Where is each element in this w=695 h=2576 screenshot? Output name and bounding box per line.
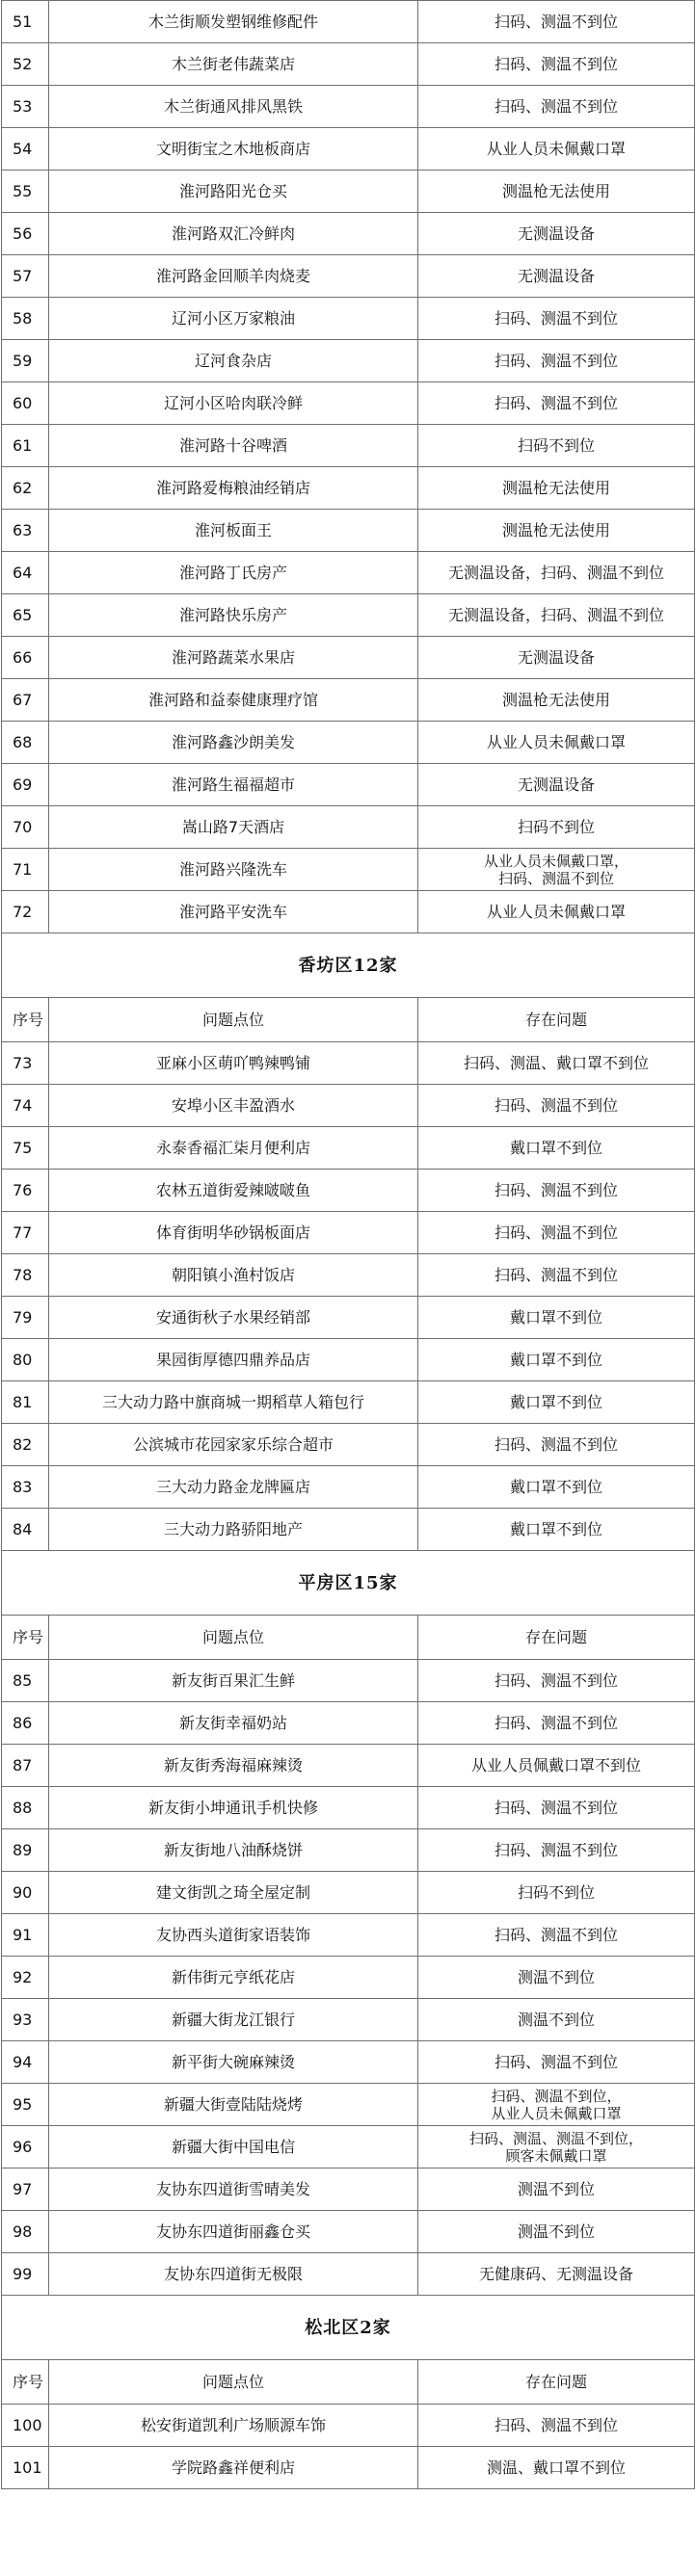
row-location: 友协西头道街家语装饰 (49, 1914, 418, 1957)
row-issue: 无测温设备 (418, 764, 695, 806)
table-row (2, 1170, 695, 1212)
table-row (2, 764, 695, 806)
row-number: 66 (2, 637, 49, 679)
header-no: 序号 (2, 1616, 49, 1660)
row-issue: 扫码、测温不到位 (418, 1170, 695, 1212)
row-number: 57 (2, 255, 49, 298)
row-issue: 扫码、测温不到位 (418, 1829, 695, 1872)
row-location: 木兰街通风排风黑铁 (49, 86, 418, 128)
row-issue: 扫码、测温不到位 (418, 1424, 695, 1466)
row-issue (418, 2126, 695, 2169)
row-issue: 测温不到位 (418, 2169, 695, 2211)
table-row (2, 43, 695, 86)
row-issue-line-1: 扫码、测温不到位， (491, 2087, 622, 2105)
row-number: 55 (2, 171, 49, 213)
row-issue-line-1: 从业人员未佩戴口罩， (483, 852, 628, 870)
section-title-row (2, 1551, 695, 1616)
row-number: 65 (2, 594, 49, 637)
row-location: 新友街百果汇生鲜 (49, 1660, 418, 1702)
row-number: 88 (2, 1787, 49, 1829)
table-row (2, 2041, 695, 2084)
row-issue: 无测温设备 (418, 637, 695, 679)
row-issue: 测温枪无法使用 (418, 467, 695, 510)
table-row (2, 1254, 695, 1297)
row-issue (418, 849, 695, 891)
table-row (2, 1, 695, 43)
row-issue (418, 2084, 695, 2126)
row-issue: 戴口罩不到位 (418, 1509, 695, 1551)
row-issue: 扫码、测温不到位 (418, 382, 695, 425)
row-number: 51 (2, 1, 49, 43)
header-location: 问题点位 (49, 998, 418, 1042)
row-issue: 无健康码、无测温设备 (418, 2253, 695, 2296)
row-location: 建文街凯之琦全屋定制 (49, 1872, 418, 1914)
table-row (2, 255, 695, 298)
row-issue: 无测温设备，扫码、测温不到位 (418, 552, 695, 594)
row-location: 淮河板面王 (49, 510, 418, 552)
row-location: 学院路鑫祥便利店 (49, 2447, 418, 2489)
row-location: 淮河路十谷啤酒 (49, 425, 418, 467)
table-row (2, 1339, 695, 1381)
row-number: 70 (2, 806, 49, 849)
row-issue: 测温不到位 (418, 2211, 695, 2253)
table-row (2, 1127, 695, 1170)
row-location: 木兰街顺发塑钢维修配件 (49, 1, 418, 43)
table-row (2, 1872, 695, 1914)
row-issue: 戴口罩不到位 (418, 1381, 695, 1424)
header-issue: 存在问题 (418, 998, 695, 1042)
row-number: 58 (2, 298, 49, 340)
row-location: 友协东四道街丽鑫仓买 (49, 2211, 418, 2253)
table-row (2, 1702, 695, 1745)
row-issue: 扫码、测温不到位 (418, 1914, 695, 1957)
row-number: 78 (2, 1254, 49, 1297)
row-issue: 扫码、测温不到位 (418, 86, 695, 128)
row-issue: 测温、戴口罩不到位 (418, 2447, 695, 2489)
row-location: 新疆大街壹陆陆烧烤 (49, 2084, 418, 2126)
row-location: 新伟街元亨纸花店 (49, 1957, 418, 1999)
row-number: 90 (2, 1872, 49, 1914)
row-number: 98 (2, 2211, 49, 2253)
row-number: 59 (2, 340, 49, 382)
table-row (2, 637, 695, 679)
row-location: 体育街明华砂锅板面店 (49, 1212, 418, 1254)
row-issue: 戴口罩不到位 (418, 1127, 695, 1170)
table-row (2, 1999, 695, 2041)
row-location: 公滨城市花园家家乐综合超市 (49, 1424, 418, 1466)
section-title: 平房区15家 (2, 1551, 695, 1616)
row-number: 71 (2, 849, 49, 891)
row-location: 友协东四道街无极限 (49, 2253, 418, 2296)
table-row (2, 128, 695, 171)
table-row (2, 2084, 695, 2126)
row-number: 100 (2, 2405, 49, 2447)
table-row (2, 806, 695, 849)
table-row (2, 552, 695, 594)
row-location: 永泰香福汇柒月便利店 (49, 1127, 418, 1170)
row-location: 淮河路兴隆洗车 (49, 849, 418, 891)
row-number: 52 (2, 43, 49, 86)
row-issue: 无测温设备 (418, 213, 695, 255)
table-row (2, 722, 695, 764)
row-issue: 扫码、测温不到位 (418, 2041, 695, 2084)
row-issue: 扫码、测温不到位 (418, 2405, 695, 2447)
table-row (2, 171, 695, 213)
row-issue-line-2: 从业人员未佩戴口罩 (491, 2104, 622, 2122)
table-row (2, 467, 695, 510)
row-number: 64 (2, 552, 49, 594)
table-row (2, 594, 695, 637)
row-number: 82 (2, 1424, 49, 1466)
row-issue: 测温不到位 (418, 1957, 695, 1999)
row-number: 83 (2, 1466, 49, 1509)
header-issue: 存在问题 (418, 2360, 695, 2405)
row-issue: 从业人员未佩戴口罩 (418, 128, 695, 171)
row-number: 84 (2, 1509, 49, 1551)
row-number: 61 (2, 425, 49, 467)
row-location: 淮河路平安洗车 (49, 891, 418, 933)
table-row (2, 2405, 695, 2447)
row-location: 文明街宝之木地板商店 (49, 128, 418, 171)
row-number: 68 (2, 722, 49, 764)
row-location: 淮河路爱梅粮油经销店 (49, 467, 418, 510)
row-location: 嵩山路7天酒店 (49, 806, 418, 849)
row-location: 淮河路蔬菜水果店 (49, 637, 418, 679)
row-issue: 戴口罩不到位 (418, 1466, 695, 1509)
table-row (2, 298, 695, 340)
row-number: 63 (2, 510, 49, 552)
row-location: 朝阳镇小渔村饭店 (49, 1254, 418, 1297)
table-row (2, 1957, 695, 1999)
row-number: 74 (2, 1085, 49, 1127)
row-number: 101 (2, 2447, 49, 2489)
table-row (2, 425, 695, 467)
row-issue: 无测温设备，扫码、测温不到位 (418, 594, 695, 637)
table-row (2, 1381, 695, 1424)
row-location: 淮河路鑫沙朗美发 (49, 722, 418, 764)
row-issue: 从业人员未佩戴口罩 (418, 891, 695, 933)
row-location: 新友街秀海福麻辣烫 (49, 1745, 418, 1787)
row-issue: 扫码、测温不到位 (418, 340, 695, 382)
row-location: 木兰街老伟蔬菜店 (49, 43, 418, 86)
table-row (2, 1424, 695, 1466)
row-issue: 扫码、测温不到位 (418, 1212, 695, 1254)
row-location: 淮河路阳光仓买 (49, 171, 418, 213)
header-location: 问题点位 (49, 2360, 418, 2405)
row-number: 97 (2, 2169, 49, 2211)
section-title-row (2, 933, 695, 998)
table-row (2, 849, 695, 891)
row-issue: 无测温设备 (418, 255, 695, 298)
row-location: 淮河路金回顺羊肉烧麦 (49, 255, 418, 298)
row-issue: 扫码、测温不到位 (418, 1085, 695, 1127)
row-number: 94 (2, 2041, 49, 2084)
row-location: 亚麻小区萌吖鸭辣鸭铺 (49, 1042, 418, 1085)
row-issue-line-2: 顾客未佩戴口罩 (505, 2146, 607, 2165)
table-row (2, 1914, 695, 1957)
row-location: 新友街小坤通讯手机快修 (49, 1787, 418, 1829)
table-row (2, 213, 695, 255)
row-location: 安埠小区丰盈酒水 (49, 1085, 418, 1127)
row-location: 三大动力路中旗商城一期稻草人箱包行 (49, 1381, 418, 1424)
table-row (2, 1745, 695, 1787)
row-location: 辽河小区万家粮油 (49, 298, 418, 340)
section-title-row (2, 2296, 695, 2360)
row-number: 76 (2, 1170, 49, 1212)
row-issue-line-2: 扫码、测温不到位 (497, 869, 614, 887)
table-row (2, 891, 695, 933)
table-row (2, 510, 695, 552)
table-row (2, 1212, 695, 1254)
row-number: 53 (2, 86, 49, 128)
row-number: 96 (2, 2126, 49, 2169)
row-number: 77 (2, 1212, 49, 1254)
row-issue: 扫码、测温、戴口罩不到位 (418, 1042, 695, 1085)
table-row (2, 1660, 695, 1702)
table-row (2, 1297, 695, 1339)
table-row (2, 86, 695, 128)
row-location: 淮河路生福福超市 (49, 764, 418, 806)
section-title: 香坊区12家 (2, 933, 695, 998)
row-number: 99 (2, 2253, 49, 2296)
table-row (2, 679, 695, 722)
table-row (2, 2169, 695, 2211)
row-location: 淮河路和益泰健康理疗馆 (49, 679, 418, 722)
row-issue: 测温枪无法使用 (418, 510, 695, 552)
header-row (2, 2360, 695, 2405)
table-row (2, 382, 695, 425)
row-issue: 测温枪无法使用 (418, 679, 695, 722)
table-row (2, 2253, 695, 2296)
row-number: 67 (2, 679, 49, 722)
row-location: 淮河路快乐房产 (49, 594, 418, 637)
row-number: 60 (2, 382, 49, 425)
row-issue: 戴口罩不到位 (418, 1297, 695, 1339)
header-no: 序号 (2, 998, 49, 1042)
row-issue: 扫码、测温不到位 (418, 1787, 695, 1829)
row-location: 友协东四道街雪晴美发 (49, 2169, 418, 2211)
row-issue: 从业人员佩戴口罩不到位 (418, 1745, 695, 1787)
header-row (2, 998, 695, 1042)
table-row (2, 1509, 695, 1551)
row-issue: 扫码不到位 (418, 1872, 695, 1914)
table-row (2, 2447, 695, 2489)
table-row (2, 1042, 695, 1085)
section-title: 松北区2家 (2, 2296, 695, 2360)
row-number: 73 (2, 1042, 49, 1085)
row-issue: 测温不到位 (418, 1999, 695, 2041)
row-issue: 测温枪无法使用 (418, 171, 695, 213)
table-row (2, 340, 695, 382)
row-issue: 扫码不到位 (418, 425, 695, 467)
row-issue: 扫码、测温不到位 (418, 43, 695, 86)
row-number: 86 (2, 1702, 49, 1745)
row-location: 新疆大街龙江银行 (49, 1999, 418, 2041)
row-location: 淮河路丁氏房产 (49, 552, 418, 594)
row-number: 95 (2, 2084, 49, 2126)
row-location: 新友街幸福奶站 (49, 1702, 418, 1745)
row-number: 56 (2, 213, 49, 255)
row-issue: 扫码、测温不到位 (418, 1702, 695, 1745)
row-number: 54 (2, 128, 49, 171)
row-location: 果园街厚德四鼎养品店 (49, 1339, 418, 1381)
row-issue: 扫码、测温不到位 (418, 1660, 695, 1702)
row-location: 辽河小区哈肉联冷鲜 (49, 382, 418, 425)
row-number: 69 (2, 764, 49, 806)
row-number: 72 (2, 891, 49, 933)
row-location: 新平街大碗麻辣烫 (49, 2041, 418, 2084)
header-issue: 存在问题 (418, 1616, 695, 1660)
row-number: 80 (2, 1339, 49, 1381)
inspection-table-body (2, 1, 695, 2489)
table-row (2, 1829, 695, 1872)
row-number: 85 (2, 1660, 49, 1702)
row-location: 松安街道凯利广场顺源车饰 (49, 2405, 418, 2447)
row-location: 农林五道街爱辣啵啵鱼 (49, 1170, 418, 1212)
header-location: 问题点位 (49, 1616, 418, 1660)
row-number: 62 (2, 467, 49, 510)
row-location: 三大动力路骄阳地产 (49, 1509, 418, 1551)
row-issue: 从业人员未佩戴口罩 (418, 722, 695, 764)
table-row (2, 2126, 695, 2169)
table-row (2, 2211, 695, 2253)
table-row (2, 1085, 695, 1127)
row-number: 81 (2, 1381, 49, 1424)
row-location: 淮河路双汇冷鲜肉 (49, 213, 418, 255)
inspection-table (1, 0, 695, 2489)
row-number: 91 (2, 1914, 49, 1957)
row-number: 93 (2, 1999, 49, 2041)
row-location: 新友街地八油酥烧饼 (49, 1829, 418, 1872)
row-number: 92 (2, 1957, 49, 1999)
header-no: 序号 (2, 2360, 49, 2405)
row-location: 三大动力路金龙牌匾店 (49, 1466, 418, 1509)
row-location: 辽河食杂店 (49, 340, 418, 382)
row-issue: 扫码、测温不到位 (418, 298, 695, 340)
row-issue: 扫码、测温不到位 (418, 1254, 695, 1297)
row-number: 89 (2, 1829, 49, 1872)
table-row (2, 1787, 695, 1829)
row-number: 79 (2, 1297, 49, 1339)
row-issue: 扫码不到位 (418, 806, 695, 849)
row-location: 新疆大街中国电信 (49, 2126, 418, 2169)
row-issue-line-1: 扫码、测温、测温不到位， (468, 2129, 643, 2147)
row-issue: 扫码、测温不到位 (418, 1, 695, 43)
header-row (2, 1616, 695, 1660)
table-row (2, 1466, 695, 1509)
row-number: 75 (2, 1127, 49, 1170)
row-number: 87 (2, 1745, 49, 1787)
row-location: 安通街秋子水果经销部 (49, 1297, 418, 1339)
row-issue: 戴口罩不到位 (418, 1339, 695, 1381)
